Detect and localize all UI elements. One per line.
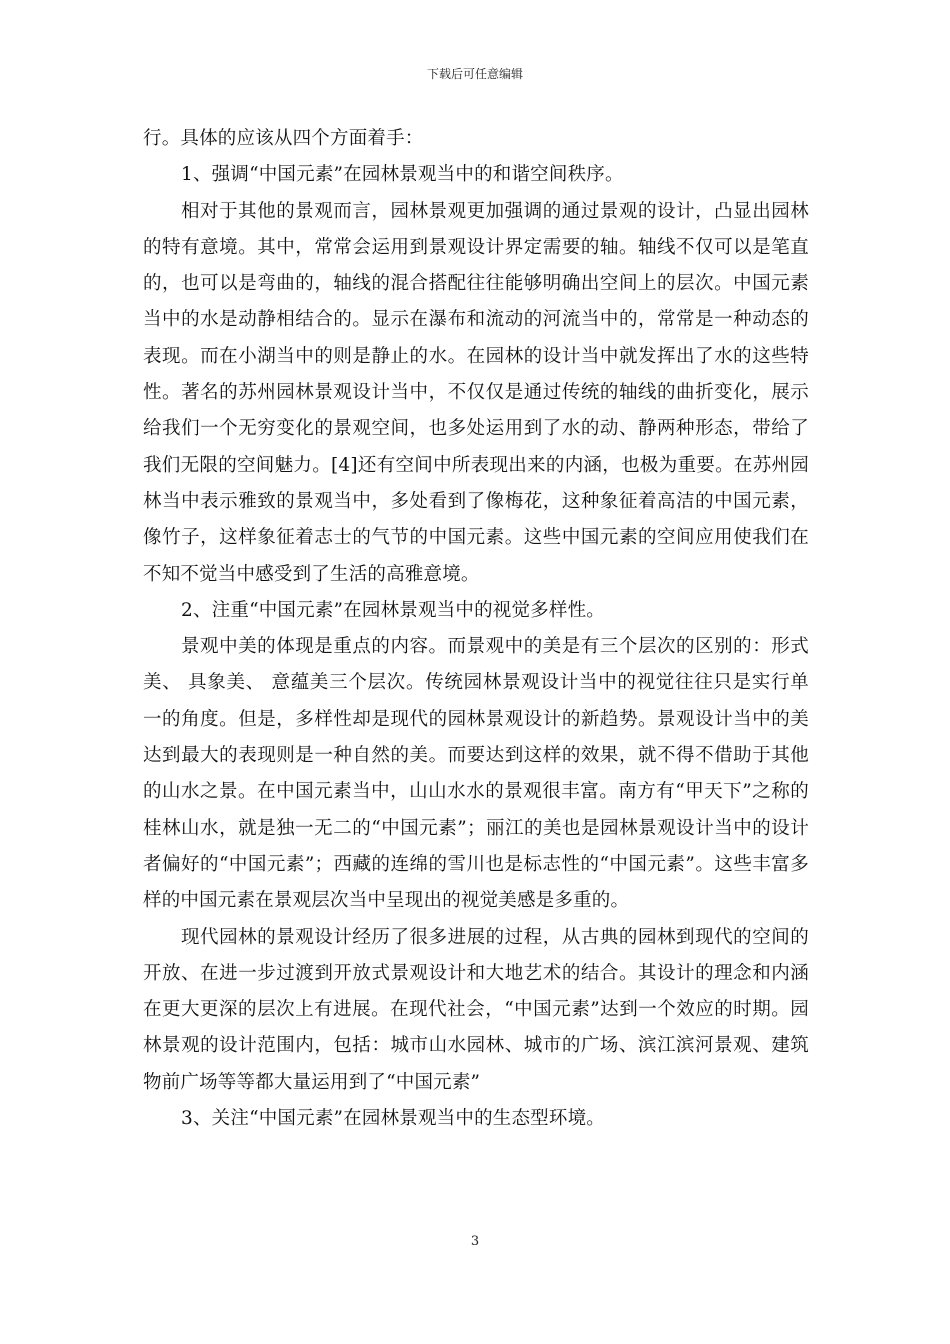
paragraph: 景观中美的体现是重点的内容。而景观中的美是有三个层次的区别的：形式美、 具象美、 意蕴美三个层次。传统园林景观设计当中的视觉往往只是实行单一的角度。但是，多样性却是现代的园林景观设计的新趋势。景观设计当中的美达到最大的表现则是一种自然的美。而要达到这样的效果，就不得不借助于其他的山水之景。在中国元素当中，山山水水的景观很丰富。南方有“甲天下”之称的桂林山水，就是独一无二的“中国元素”；丽江的美也是园林景观设计当中的设计者偏好的“中国元素”；西藏的连绵的雪川也是标志性的“中国元素”。这些丰富多样的中国元素在景观层次当中呈现出的视觉美感是多重的。 — [143, 636, 809, 912]
page-number: 3 — [470, 1234, 480, 1249]
paragraph: 现代园林的景观设计经历了很多进展的过程，从古典的园林到现代的空间的开放、在进一步过渡到开放式景观设计和大地艺术的结合。其设计的理念和内涵在更大更深的层次上有进展。在现代社会，“中国元素”达到一个效应的时期。园林景观的设计范围内，包括：城市山水园林、城市的广场、滨江滨河景观、建筑物前广场等等都大量运用到了“中国元素” — [143, 926, 809, 1093]
page-header: 下载后可任意编辑 — [426, 67, 523, 81]
section-heading-1: 1、强调“中国元素”在园林景观当中的和谐空间秩序。 — [181, 164, 624, 186]
section-heading-3: 3、关注“中国元素”在园林景观当中的生态型环境。 — [181, 1108, 605, 1130]
section-heading-2: 2、注重“中国元素”在园林景观当中的视觉多样性。 — [181, 599, 605, 621]
body-text — [143, 121, 809, 1137]
paragraph: 行。具体的应该从四个方面着手： — [143, 128, 424, 149]
paragraph: 相对于其他的景观而言，园林景观更加强调的通过景观的设计，凸显出园林的特有意境。其中，常常会运用到景观设计界定需要的轴。轴线不仅可以是笔直的，也可以是弯曲的，轴线的混合搭配往往能够明确出空间上的层次。中国元素当中的水是动静相结合的。显示在瀑布和流动的河流当中的，常常是一种动态的表现。而在小湖当中的则是静止的水。在园林的设计当中就发挥出了水的这些特性。著名的苏州园林景观设计当中，不仅仅是通过传统的轴线的曲折变化，展示给我们一个无穷变化的景观空间，也多处运用到了水的动、静两种形态，带给了我们无限的空间魅力。[4]还有空间中所表现出来的内涵，也极为重要。在苏州园林当中表示雅致的景观当中，多处看到了像梅花，这种象征着高洁的中国元素，像竹子，这样象征着志士的气节的中国元素。这些中国元素的空间应用使我们在不知不觉当中感受到了生活的高雅意境。 — [143, 200, 809, 585]
